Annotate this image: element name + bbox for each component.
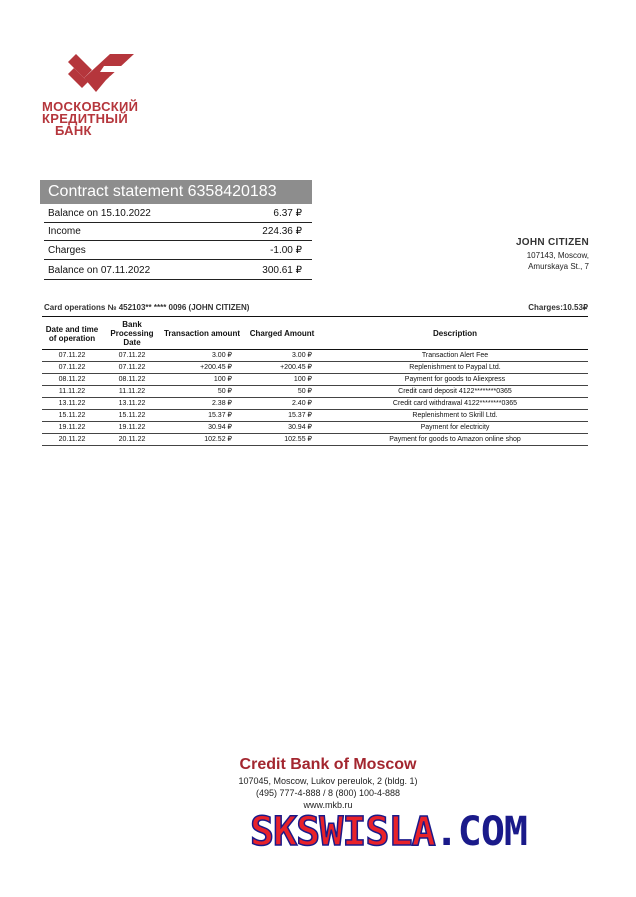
header-transaction-amount: Transaction amount (162, 317, 242, 350)
header-description: Description (322, 317, 588, 350)
cell-description: Replenishment to Paypal Ltd. (322, 362, 588, 374)
summary-row-opening-balance (44, 204, 312, 223)
table-row (42, 398, 588, 410)
footer-website: www.mkb.ru (303, 800, 353, 810)
header-charged-amount: Charged Amount (242, 317, 322, 350)
logo-text-line-3: БАНК (55, 123, 92, 138)
cell-processing-date: 20.11.22 (102, 434, 162, 446)
operations-table (42, 316, 588, 446)
cell-transaction-amount: 15.37 ₽ (162, 410, 242, 422)
summary-row-charges (44, 241, 312, 260)
cell-description: Credit card deposit 4122********0365 (322, 386, 588, 398)
footer-bank-name: Credit Bank of Moscow (239, 756, 417, 773)
summary-row-income (44, 222, 312, 241)
operations-table-body (42, 350, 588, 446)
summary-label: Income (48, 226, 81, 237)
watermark-text: SKSWISLA (250, 809, 435, 855)
table-row (42, 350, 588, 362)
cell-charged-amount: +200.45 ₽ (242, 362, 322, 374)
cell-processing-date: 11.11.22 (102, 386, 162, 398)
logo-text-line-1: МОСКОВСКИЙ (42, 99, 139, 114)
summary-value: -1.00 ₽ (270, 245, 302, 256)
header-processing-date: Bank Processing Date (102, 317, 162, 350)
cell-transaction-amount: 102.52 ₽ (162, 434, 242, 446)
table-row (42, 374, 588, 386)
card-operations-label: Card operations № 452103** **** 0096 (JOHN CITIZEN) (44, 303, 250, 312)
summary-divider (44, 279, 312, 280)
cell-date: 13.11.22 (42, 398, 102, 410)
cell-processing-date: 07.11.22 (102, 350, 162, 362)
cell-charged-amount: 2.40 ₽ (242, 398, 322, 410)
watermark (250, 808, 527, 856)
table-row (42, 386, 588, 398)
cell-charged-amount: 50 ₽ (242, 386, 322, 398)
cell-transaction-amount: 100 ₽ (162, 374, 242, 386)
summary-label: Charges (48, 245, 86, 256)
header-date: Date and time of operation (42, 317, 102, 350)
bank-logo-icon (66, 52, 136, 96)
cell-processing-date: 13.11.22 (102, 398, 162, 410)
cell-transaction-amount: 2.38 ₽ (162, 398, 242, 410)
cell-description: Transaction Alert Fee (322, 350, 588, 362)
cell-charged-amount: 3.00 ₽ (242, 350, 322, 362)
cell-date: 19.11.22 (42, 422, 102, 434)
footer-phones: (495) 777-4-888 / 8 (800) 100-4-888 (255, 788, 401, 798)
recipient-address-line-2: Amurskaya St., 7 (528, 262, 589, 271)
cell-description: Replenishment to Skrill Ltd. (322, 410, 588, 422)
summary-value: 300.61 ₽ (262, 265, 302, 276)
cell-transaction-amount: +200.45 ₽ (162, 362, 242, 374)
cell-transaction-amount: 30.94 ₽ (162, 422, 242, 434)
statement-title: Contract statement 6358420183 (40, 180, 312, 204)
cell-charged-amount: 30.94 ₽ (242, 422, 322, 434)
cell-description: Payment for electricity (322, 422, 588, 434)
summary-label: Balance on 15.10.2022 (48, 208, 151, 219)
table-row (42, 434, 588, 446)
cell-description: Payment for goods to Amazon online shop (322, 434, 588, 446)
cell-description: Payment for goods to Aliexpress (322, 374, 588, 386)
cell-date: 07.11.22 (42, 350, 102, 362)
cell-processing-date: 15.11.22 (102, 410, 162, 422)
cell-transaction-amount: 50 ₽ (162, 386, 242, 398)
cell-date: 11.11.22 (42, 386, 102, 398)
table-row (42, 362, 588, 374)
cell-transaction-amount: 3.00 ₽ (162, 350, 242, 362)
table-row (42, 422, 588, 434)
cell-processing-date: 07.11.22 (102, 362, 162, 374)
cell-date: 08.11.22 (42, 374, 102, 386)
summary-value: 6.37 ₽ (273, 208, 302, 219)
recipient-name: JOHN CITIZEN (515, 237, 589, 248)
watermark-suffix: .COM (434, 809, 527, 855)
logo-text-line-2: КРЕДИТНЫЙ (42, 111, 128, 126)
recipient-address-line-1: 107143, Moscow, (526, 251, 589, 260)
cell-date: 07.11.22 (42, 362, 102, 374)
summary-divider (44, 259, 312, 260)
cell-date: 15.11.22 (42, 410, 102, 422)
table-header-row (42, 317, 588, 350)
cell-charged-amount: 102.55 ₽ (242, 434, 322, 446)
cell-charged-amount: 15.37 ₽ (242, 410, 322, 422)
cell-processing-date: 19.11.22 (102, 422, 162, 434)
summary-row-closing-balance (44, 261, 312, 280)
summary-label: Balance on 07.11.2022 (48, 265, 151, 276)
cell-date: 20.11.22 (42, 434, 102, 446)
cell-charged-amount: 100 ₽ (242, 374, 322, 386)
card-charges-total: Charges:10.53₽ (528, 303, 588, 312)
table-row (42, 410, 588, 422)
cell-processing-date: 08.11.22 (102, 374, 162, 386)
footer-address: 107045, Moscow, Lukov pereulok, 2 (bldg. 1) (238, 776, 418, 786)
cell-description: Credit card withdrawal 4122********0365 (322, 398, 588, 410)
summary-value: 224.36 ₽ (262, 226, 302, 237)
